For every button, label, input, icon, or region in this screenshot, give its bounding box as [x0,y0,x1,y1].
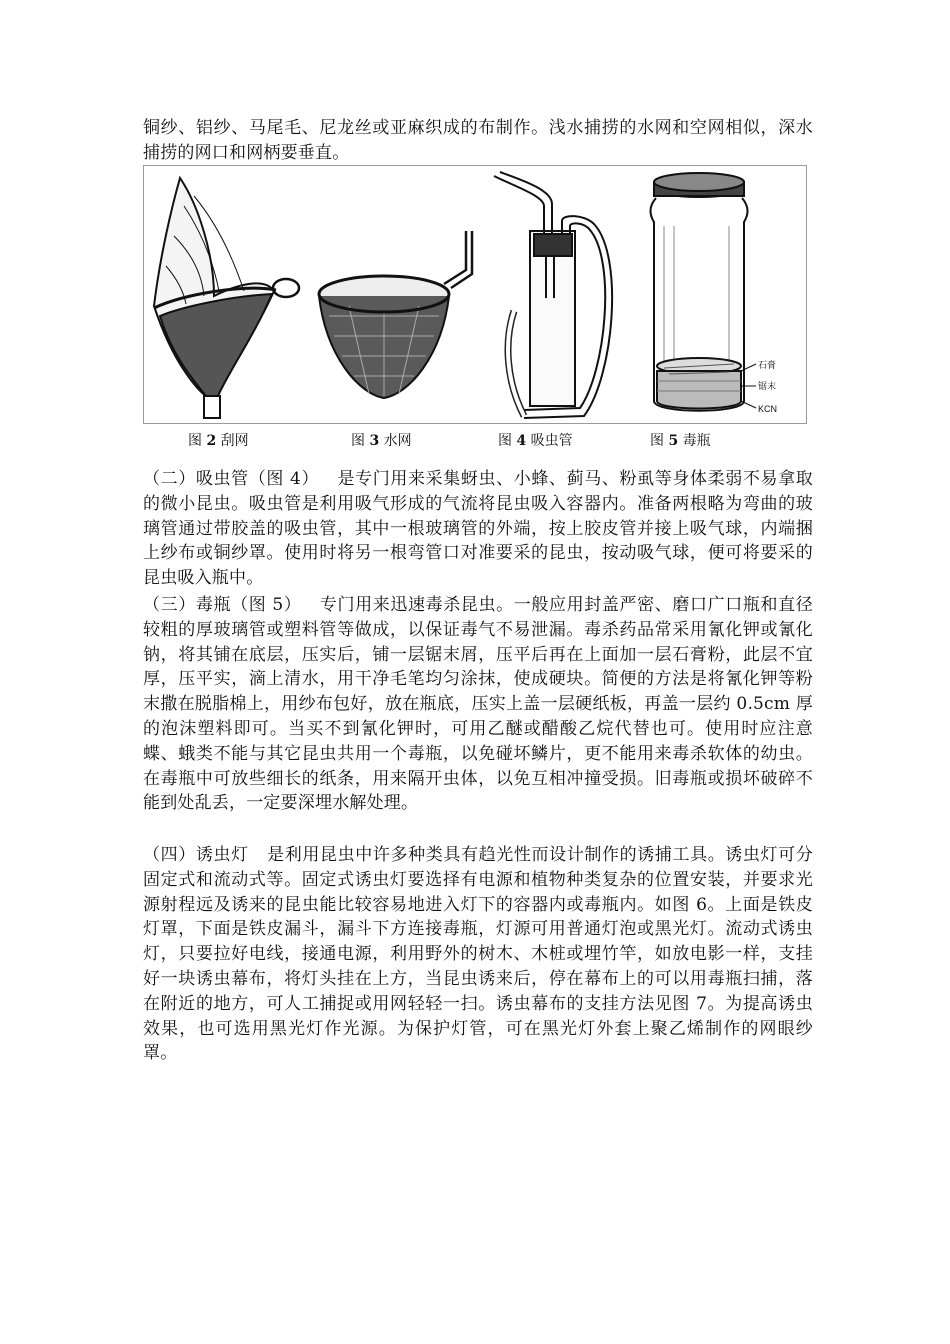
caption-figure-4: 图 4 吸虫管 [498,433,573,449]
section-aspirator [143,467,813,591]
section-killing-jar [143,593,813,816]
water-net-illustration [319,231,472,398]
caption-figure-3: 图 3 水网 [351,433,412,449]
killing-jar-illustration [650,173,756,411]
section-body: 是专门用来采集蚜虫、小蜂、蓟马、粉虱等身体柔弱不易拿取的微小昆虫。吸虫管是利用吸气形成的气流将昆虫吸入容器内。准备两根略为弯曲的玻璃管通过带胶盖的吸虫管，其中一根玻璃管的外端，按上胶皮管并接上吸气球，内端捆上纱布或铜纱罩。使用时将另一根弯管口对准要采的昆虫，按动吸气球，便可将要采的昆虫吸入瓶中。 [143,469,813,589]
caption-figure-2: 图 2 刮网 [188,433,249,449]
caption-figure-5: 图 5 毒瓶 [650,433,711,449]
aspirator-illustration [494,172,612,418]
sawdust-label: 锯末 [758,381,777,391]
section-body: 专门用来迅速毒杀昆虫。一般应用封盖严密、磨口广口瓶和直径较粗的厚玻璃管或塑料管等做成，以保证毒气不易泄漏。毒杀药品常采用氰化钾或氰化钠，将其铺在底层，压实后，铺一层锯末屑，压平后再在上面加一层石膏粉，此层不宜厚，压平实，滴上清水，用干净毛笔均匀涂抹，使成硬块。简便的方法是将氰化钾等粉末撒在脱脂棉上，用纱布包好，放在瓶底，压实上盖一层硬纸板，再盖一层约 0.5cm 厚的泡沫塑料即可。当买不到氰化钾时，可用乙醚或醋酸乙烷代替也可。使用时应注意蝶、蛾类不能与其它昆虫共用一个毒瓶，以免碰坏鳞片，更不能用来毒杀软体的幼虫。在毒瓶中可放些细长的纸条，用来隔开虫体，以免互相冲撞受损。旧毒瓶或损坏破碎不能到处乱丢，一定要深埋水解处理。 [143,595,813,814]
figure-panel [143,165,807,424]
kcn-label: KCN [758,404,778,414]
section-body: 是利用昆虫中许多种类具有趋光性而设计制作的诱捕工具。诱虫灯可分固定式和流动式等。固定式诱虫灯要选择有电源和植物种类复杂的位置安装，并要求光源射程远及诱来的昆虫能比较容易地进入灯下的容器内或毒瓶内。如图 6。上面是铁皮灯罩，下面是铁皮漏斗，漏斗下方连接毒瓶，灯源可用普通灯泡或黑光灯。流动式诱虫灯，只要拉好电线，接通电源，利用野外的树木、木桩或埋竹竿，如放电影一样，支挂好一块诱虫幕布，将灯头挂在上方，当昆虫诱来后，停在幕布上的可以用毒瓶扫捕，落在附近的地方，可人工捕捉或用网轻轻一扫。诱虫幕布的支挂方法见图 7。为提高诱虫效果，也可选用黑光灯作光源。为保护灯管，可在黑光灯外套上聚乙烯制作的网眼纱罩。 [143,845,813,1064]
section-heading: （四）诱虫灯 [143,845,249,865]
figure-captions [143,430,807,450]
sweep-net-illustration [154,178,299,418]
section-heading: （二）吸虫管（图 4） [143,469,320,489]
section-light-trap [143,843,813,1066]
section-heading: （三）毒瓶（图 5） [143,595,302,615]
intro-paragraph: 铜纱、铝纱、马尾毛、尼龙丝或亚麻织成的布制作。浅水捕捞的水网和空网相似，深水捕捞的网口和网柄要垂直。 [143,118,813,163]
figure-illustrations [144,166,807,424]
gypsum-label: 石膏 [758,360,777,370]
